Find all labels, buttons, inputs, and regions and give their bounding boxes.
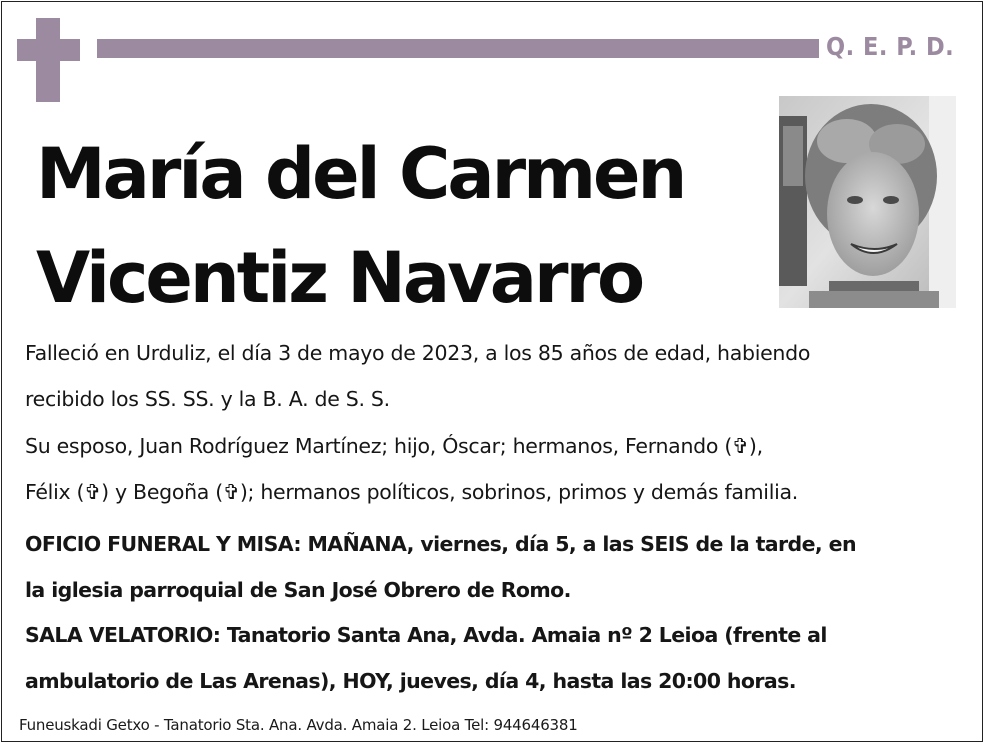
notice-paragraph-family [25,423,965,515]
deceased-name-line1: María del Carmen [36,133,685,215]
header-bar [97,39,819,58]
notice-paragraph-wake [25,612,965,704]
cross-icon-horizontal [17,39,80,61]
notice-paragraph-funeral [25,521,965,613]
footer-funeral-home: Funeuskadi Getxo - Tanatorio Sta. Ana. Avda. Amaia 2. Leioa Tel: 944646381 [19,716,578,734]
text-line: recibido los SS. SS. y la B. A. de S. S. [25,387,390,411]
text-line: Su esposo, Juan Rodríguez Martínez; hijo, Óscar; hermanos, Fernando (✞), [25,434,763,458]
text-line: SALA VELATORIO: Tanatorio Santa Ana, Avda. Amaia nº 2 Leioa (frente al [25,623,827,647]
notice-paragraph-death [25,330,965,422]
text-line: OFICIO FUNERAL Y MISA: MAÑANA, viernes, día 5, a las SEIS de la tarde, en [25,532,856,556]
text-line: la iglesia parroquial de San José Obrero de Romo. [25,578,571,602]
text-line: ambulatorio de Las Arenas), HOY, jueves, día 4, hasta las 20:00 horas. [25,669,796,693]
portrait-photo [779,96,956,308]
deceased-name-line2: Vicentiz Navarro [36,237,643,319]
qepd-label: Q. E. P. D. [826,32,955,61]
text-line: Falleció en Urduliz, el día 3 de mayo de 2023, a los 85 años de edad, habiendo [25,341,811,365]
text-line: Félix (✞) y Begoña (✞); hermanos políticos, sobrinos, primos y demás familia. [25,480,798,504]
